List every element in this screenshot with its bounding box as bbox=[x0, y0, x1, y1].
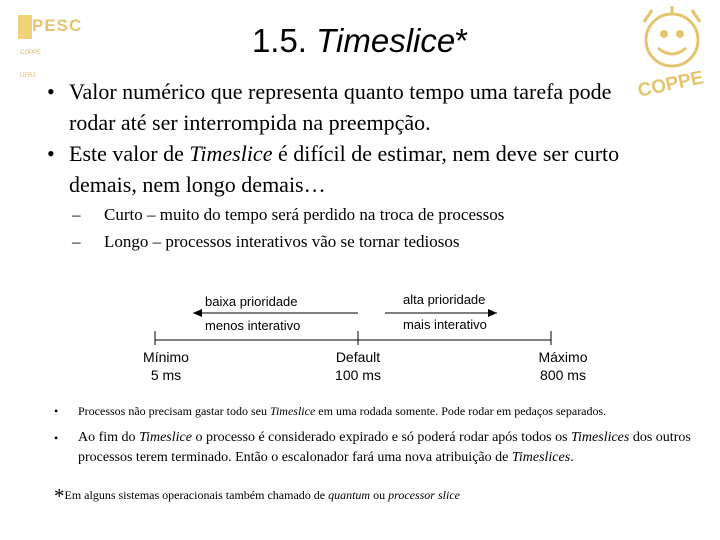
footnote-star: * bbox=[54, 484, 65, 508]
tick-label-default bbox=[313, 348, 403, 384]
label-alta-prioridade: alta prioridade bbox=[403, 292, 486, 307]
pesc-logo-text: PESC bbox=[32, 16, 83, 35]
footnote-processor-slice: processor slice bbox=[388, 488, 460, 502]
tick-label-value: 5 ms bbox=[150, 367, 182, 383]
ufrj-small-label: UFRJ bbox=[20, 73, 36, 79]
footnote-text: Em alguns sistemas operacionais também chamado de bbox=[64, 488, 329, 502]
label-mais-interativo: mais interativo bbox=[403, 317, 487, 332]
bullet-text: é difícil de estimar, nem deve ser curto demais, nem longo demais… bbox=[69, 141, 620, 197]
bullet-italic: Timeslice bbox=[189, 141, 273, 166]
footnote-text: ou bbox=[370, 488, 389, 502]
bullet-dot: • bbox=[47, 79, 55, 104]
title-number: 1.5. bbox=[251, 22, 307, 59]
sub-bullet-dash: – bbox=[72, 205, 81, 224]
tick-label-value: 800 ms bbox=[540, 367, 586, 383]
tick-label-value: 100 ms bbox=[335, 367, 381, 383]
bullet-text: Valor numérico que representa quanto tempo uma tarefa pode rodar até ser interrompida na preempção. bbox=[69, 79, 612, 135]
arrow-left-head bbox=[193, 309, 202, 317]
note-text: Ao fim do Timeslice o processo é considerado expirado e só poderá rodar após todos os Timeslices dos outros processos terem terminado. Então o escalonador fará uma nova atribuição de Timeslices. bbox=[78, 430, 691, 465]
label-baixa-prioridade: baixa prioridade bbox=[205, 294, 298, 309]
footnote bbox=[54, 484, 460, 509]
coppe-small-label: COPPE bbox=[20, 50, 42, 56]
tick-label-maximum bbox=[518, 348, 608, 384]
title-word: Timeslice bbox=[316, 22, 456, 59]
sub-bullet-text: Longo – processos interativos vão se tornar tediosos bbox=[104, 232, 460, 251]
bullet-text: Este valor de bbox=[69, 141, 190, 166]
coppe-right-text: COPPE bbox=[635, 67, 706, 102]
tick-label-name: Máximo bbox=[538, 349, 588, 365]
note-text: Processos não precisam gastar todo seu Timeslice em uma rodada somente. Pode rodar em pedaços separados. bbox=[78, 404, 607, 418]
title-mark: * bbox=[455, 22, 469, 59]
bullet-dot: • bbox=[47, 141, 55, 166]
sub-bullet-text: Curto – muito do tempo será perdido na troca de processos bbox=[104, 205, 505, 224]
arrow-right-head bbox=[488, 309, 497, 317]
tick-label-name: Mínimo bbox=[143, 349, 189, 365]
note-bullet-dot: • bbox=[54, 404, 59, 418]
note-bullet-dot: • bbox=[54, 431, 59, 445]
footnote-quantum: quantum bbox=[328, 488, 371, 502]
tick-label-minimum bbox=[121, 348, 211, 384]
sub-bullet-dash: – bbox=[72, 232, 81, 251]
tick-label-name: Default bbox=[335, 349, 381, 365]
label-menos-interativo: menos interativo bbox=[205, 318, 301, 333]
